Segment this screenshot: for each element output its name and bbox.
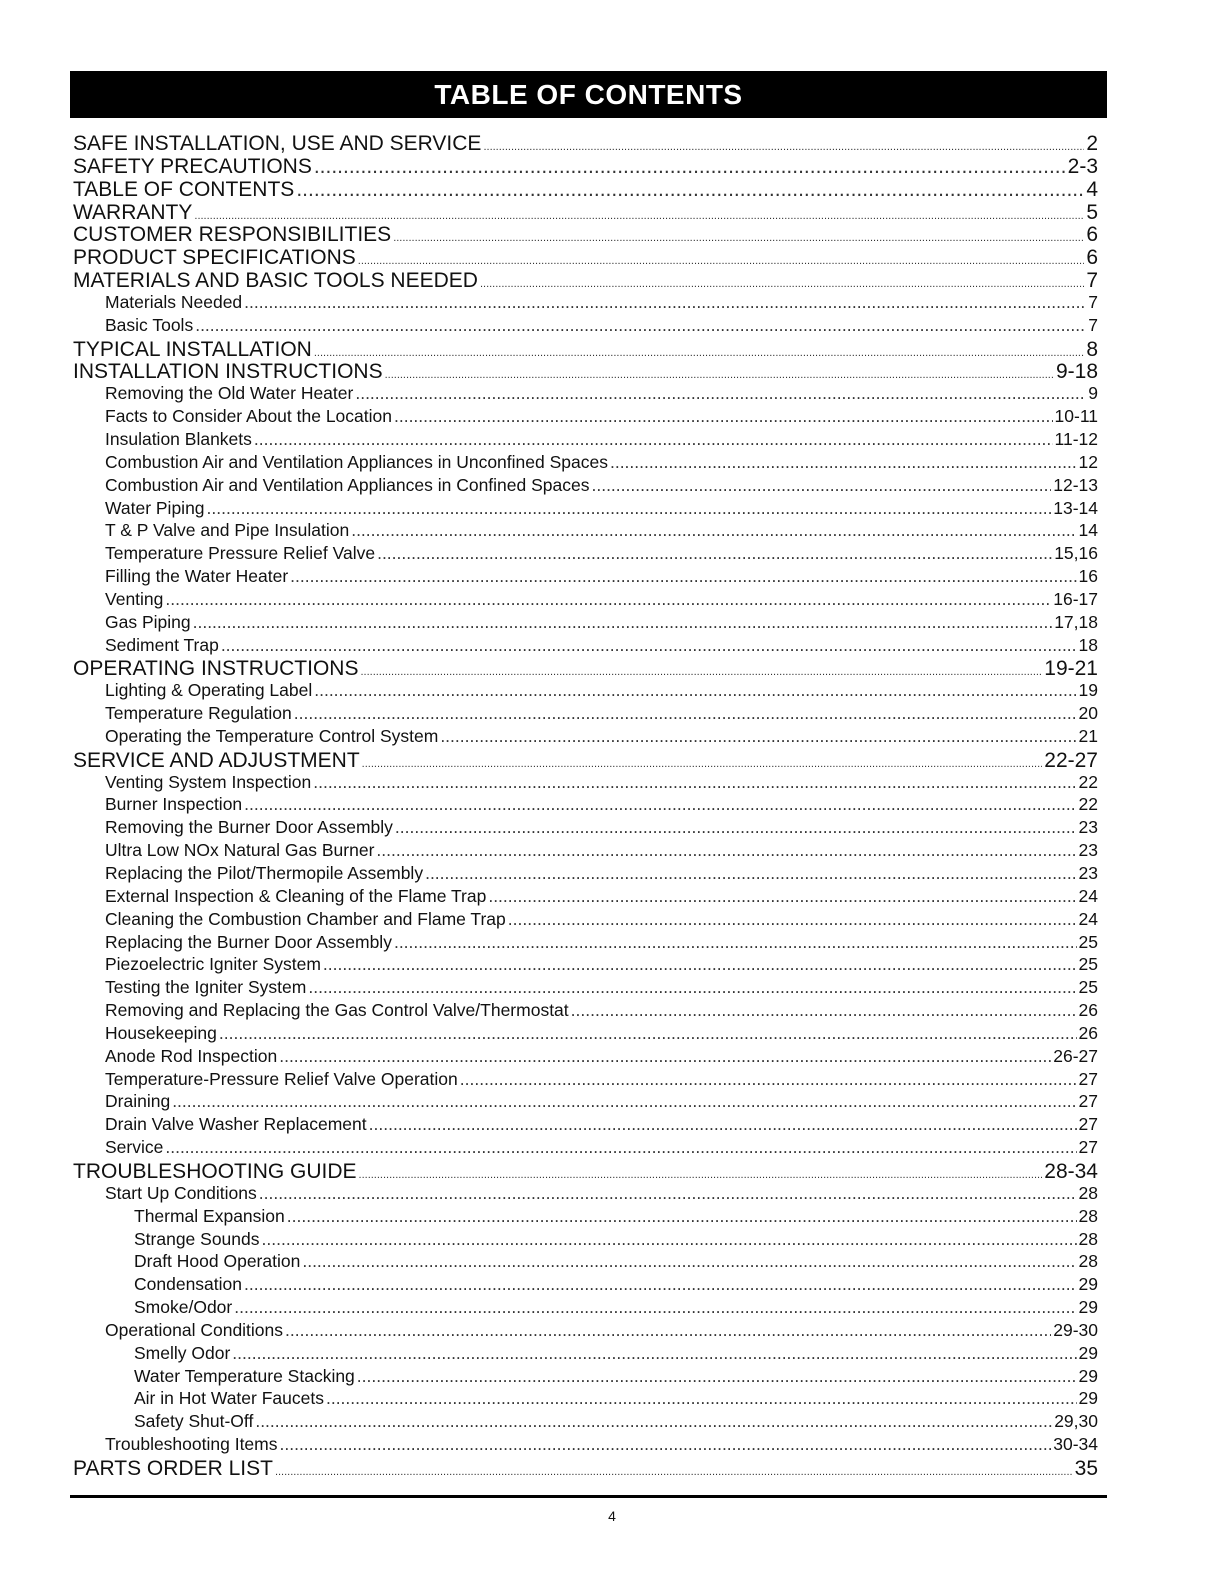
dot-leader xyxy=(244,1274,1077,1295)
dot-leader xyxy=(314,347,1084,359)
toc-subsubsection-entry xyxy=(73,1411,1098,1434)
toc-entry-page: 30-34 xyxy=(1053,1434,1098,1455)
dot-leader xyxy=(254,429,1053,450)
toc-entry-page: 29,30 xyxy=(1054,1411,1098,1432)
toc-subsection-entry xyxy=(73,726,1098,749)
toc-subsection-entry xyxy=(73,1091,1098,1114)
toc-entry-page: 23 xyxy=(1078,840,1098,861)
dot-leader xyxy=(362,758,1043,770)
toc-entry-label: Drain Valve Washer Replacement xyxy=(105,1114,367,1135)
dot-leader xyxy=(280,1434,1052,1455)
toc-entry-label: Operational Conditions xyxy=(105,1319,284,1340)
toc-entry-page: 19-21 xyxy=(1044,657,1098,681)
toc-entry-label: SERVICE AND ADJUSTMENT xyxy=(73,748,360,772)
toc-header-banner xyxy=(70,71,1107,118)
dot-leader xyxy=(194,210,1084,222)
toc-subsection-entry xyxy=(73,1069,1098,1092)
toc-subsection-entry xyxy=(73,406,1098,429)
toc-entry-label: Removing the Burner Door Assembly xyxy=(105,817,393,838)
toc-entry-page: 26 xyxy=(1078,1022,1098,1043)
toc-subsection-entry xyxy=(73,1320,1098,1343)
toc-entry-page: 9-18 xyxy=(1055,360,1098,384)
dot-leader xyxy=(425,863,1076,884)
toc-entry-page: 2-3 xyxy=(1067,154,1098,178)
toc-entry-page: 28 xyxy=(1078,1251,1098,1272)
dot-leader xyxy=(279,1046,1051,1067)
dot-leader xyxy=(313,772,1076,793)
toc-entry-label: Temperature Regulation xyxy=(105,703,292,724)
toc-entry-label: T & P Valve and Pipe Insulation xyxy=(105,520,350,541)
toc-subsubsection-entry xyxy=(73,1229,1098,1252)
dot-leader xyxy=(377,543,1052,564)
footer-divider xyxy=(70,1495,1107,1498)
toc-section-entry xyxy=(73,269,1098,292)
toc-entry-page: 12-13 xyxy=(1053,474,1098,495)
toc-subsection-entry xyxy=(73,566,1098,589)
toc-entry-page: 29-30 xyxy=(1053,1319,1098,1340)
toc-entry-label: Sediment Trap xyxy=(105,634,219,655)
dot-leader xyxy=(508,909,1077,930)
toc-entry-label: Combustion Air and Ventilation Appliances in Unconfined Spaces xyxy=(105,451,608,472)
toc-entry-label: Removing and Replacing the Gas Control Valve/Thermostat xyxy=(105,1000,569,1021)
toc-entry-page: 7 xyxy=(1086,269,1098,293)
toc-subsection-entry xyxy=(73,520,1098,543)
toc-entry-page: 8 xyxy=(1086,337,1098,361)
toc-subsubsection-entry xyxy=(73,1388,1098,1411)
toc-entry-label: PARTS ORDER LIST xyxy=(73,1456,273,1480)
toc-subsection-entry xyxy=(73,794,1098,817)
toc-entry-page: 23 xyxy=(1078,863,1098,883)
toc-subsubsection-entry xyxy=(73,1274,1098,1297)
dot-leader xyxy=(351,520,1076,541)
toc-entry-label: Thermal Expansion xyxy=(134,1205,285,1226)
toc-entry-label: Condensation xyxy=(134,1274,242,1295)
toc-entry-page: 13-14 xyxy=(1053,497,1098,518)
toc-entry-page: 29 xyxy=(1078,1365,1098,1386)
toc-entry-label: Replacing the Burner Door Assembly xyxy=(105,931,392,952)
dot-leader xyxy=(234,1297,1076,1318)
dot-leader xyxy=(360,666,1042,678)
toc-entry-label: Draining xyxy=(105,1091,171,1112)
toc-subsection-entry xyxy=(73,863,1098,886)
toc-entry-page: 2 xyxy=(1086,132,1098,155)
toc-entry-page: 12 xyxy=(1078,451,1098,472)
toc-section-entry xyxy=(73,246,1098,269)
toc-entry-page: 28 xyxy=(1078,1182,1098,1203)
dot-leader xyxy=(385,369,1054,381)
dot-leader xyxy=(394,406,1053,427)
dot-leader xyxy=(358,255,1085,267)
toc-subsubsection-entry xyxy=(73,1366,1098,1389)
toc-entry-label: Smelly Odor xyxy=(134,1342,231,1363)
toc-entry-label: Anode Rod Inspection xyxy=(105,1045,278,1066)
toc-entry-page: 10-11 xyxy=(1054,406,1098,427)
toc-entry-page: 7 xyxy=(1088,314,1098,335)
dot-leader xyxy=(262,1229,1077,1250)
toc-entry-label: TABLE OF CONTENTS xyxy=(73,177,295,201)
dot-leader xyxy=(571,1000,1077,1021)
toc-entry-label: Piezoelectric Igniter System xyxy=(105,954,321,975)
toc-entry-label: SAFE INSTALLATION, USE AND SERVICE xyxy=(73,132,482,155)
toc-subsection-entry xyxy=(73,1137,1098,1160)
toc-entry-page: 28 xyxy=(1078,1205,1098,1226)
dot-leader xyxy=(376,840,1076,861)
toc-subsection-entry xyxy=(73,589,1098,612)
toc-entry-label: Service xyxy=(105,1137,164,1158)
toc-entry-page: 18 xyxy=(1078,634,1098,655)
dot-leader xyxy=(290,566,1076,587)
toc-entry-label: Temperature-Pressure Relief Valve Operation xyxy=(105,1068,458,1089)
dot-leader xyxy=(314,680,1076,701)
toc-entry-label: INSTALLATION INSTRUCTIONS xyxy=(73,360,383,384)
dot-leader xyxy=(394,932,1077,953)
dot-leader xyxy=(483,141,1084,153)
toc-entry-page: 27 xyxy=(1078,1114,1098,1135)
toc-entry-label: Testing the Igniter System xyxy=(105,977,307,998)
toc-subsection-entry xyxy=(73,932,1098,955)
toc-entry-page: 17,18 xyxy=(1054,611,1098,632)
toc-subsection-entry xyxy=(73,315,1098,338)
toc-section-entry xyxy=(73,155,1098,178)
toc-entry-label: Draft Hood Operation xyxy=(134,1251,301,1272)
dot-leader xyxy=(308,977,1076,998)
dot-leader xyxy=(355,383,1086,404)
dot-leader xyxy=(207,498,1052,519)
toc-entry-label: Operating the Temperature Control System xyxy=(105,725,439,746)
toc-entry-label: Water Temperature Stacking xyxy=(134,1365,355,1386)
toc-entry-page: 27 xyxy=(1078,1091,1098,1112)
toc-entry-label: PRODUCT SPECIFICATIONS xyxy=(73,246,356,270)
toc-subsection-entry xyxy=(73,612,1098,635)
dot-leader xyxy=(244,794,1076,815)
page-number: 4 xyxy=(608,1508,616,1524)
dot-leader xyxy=(221,635,1077,656)
toc-entry-page: 16-17 xyxy=(1053,588,1098,609)
toc-entry-label: TROUBLESHOOTING GUIDE xyxy=(73,1159,357,1183)
toc-entry-page: 6 xyxy=(1086,246,1098,270)
toc-entry-label: MATERIALS AND BASIC TOOLS NEEDED xyxy=(73,269,478,293)
toc-entry-page: 5 xyxy=(1086,200,1098,224)
toc-entry-label: Air in Hot Water Faucets xyxy=(134,1388,324,1409)
toc-section-entry xyxy=(73,1457,1098,1480)
dot-leader xyxy=(357,1366,1077,1387)
toc-entry-label: Temperature Pressure Relief Valve xyxy=(105,543,376,564)
dot-leader xyxy=(244,292,1086,313)
toc-entry-page: 29 xyxy=(1078,1274,1098,1295)
toc-entry-page: 9 xyxy=(1088,383,1098,404)
toc-entry-page: 26-27 xyxy=(1053,1045,1098,1066)
toc-entry-label: Gas Piping xyxy=(105,611,191,632)
toc-subsection-entry xyxy=(73,1046,1098,1069)
dot-leader xyxy=(326,1388,1077,1409)
toc-entry-page: 35 xyxy=(1074,1456,1098,1480)
toc-subsubsection-entry xyxy=(73,1206,1098,1229)
toc-entry-label: CUSTOMER RESPONSIBILITIES xyxy=(73,223,392,247)
dot-leader xyxy=(440,726,1076,747)
toc-entry-label: WARRANTY xyxy=(73,200,193,224)
toc-entry-label: Venting xyxy=(105,588,164,609)
toc-subsection-entry xyxy=(73,1183,1098,1206)
dot-leader xyxy=(275,1466,1073,1478)
toc-entry-label: Facts to Consider About the Location xyxy=(105,406,392,427)
toc-entry-label: Water Piping xyxy=(105,497,205,518)
toc-subsection-entry xyxy=(73,680,1098,703)
toc-entry-page: 29 xyxy=(1078,1388,1098,1409)
toc-entry-label: Ultra Low NOx Natural Gas Burner xyxy=(105,840,375,861)
toc-entry-page: 27 xyxy=(1078,1068,1098,1089)
toc-entry-page: 29 xyxy=(1078,1342,1098,1363)
toc-entry-page: 19 xyxy=(1078,680,1098,701)
dot-leader xyxy=(480,278,1084,290)
toc-subsection-entry xyxy=(73,703,1098,726)
toc-entry-page: 15,16 xyxy=(1054,543,1098,564)
toc-entry-label: Filling the Water Heater xyxy=(105,566,289,587)
toc-entry-page: 22 xyxy=(1078,771,1098,792)
toc-subsection-entry xyxy=(73,452,1098,475)
toc-subsection-entry xyxy=(73,1000,1098,1023)
dot-leader xyxy=(219,1023,1077,1044)
toc-subsection-entry xyxy=(73,954,1098,977)
toc-section-entry xyxy=(73,201,1098,224)
toc-subsection-entry xyxy=(73,817,1098,840)
toc-subsection-entry xyxy=(73,1023,1098,1046)
toc-section-entry xyxy=(73,360,1098,383)
toc-entry-label: Venting System Inspection xyxy=(105,771,312,792)
toc-entry-label: Housekeeping xyxy=(105,1022,217,1043)
toc-entry-label: Lighting & Operating Label xyxy=(105,680,313,701)
toc-subsubsection-entry xyxy=(73,1343,1098,1366)
toc-entry-page: 28 xyxy=(1078,1228,1098,1249)
dot-leader xyxy=(165,589,1051,610)
dot-leader xyxy=(369,1114,1077,1135)
dot-leader xyxy=(488,886,1076,907)
dot-leader xyxy=(165,1137,1076,1158)
toc-entry-page: 24 xyxy=(1078,908,1098,929)
toc-subsubsection-entry xyxy=(73,1297,1098,1320)
dot-leader xyxy=(232,1343,1076,1364)
toc-entry-page: 25 xyxy=(1078,954,1098,975)
toc-entry-page: 21 xyxy=(1078,725,1098,746)
toc-entry-label: Start Up Conditions xyxy=(105,1182,257,1203)
toc-subsection-entry xyxy=(73,977,1098,1000)
toc-entry-label: External Inspection & Cleaning of the Flame Trap xyxy=(105,885,487,906)
toc-entry-page: 27 xyxy=(1078,1137,1098,1158)
dot-leader xyxy=(359,1169,1043,1181)
toc-subsection-entry xyxy=(73,292,1098,315)
toc-entry-label: Safety Shut-Off xyxy=(134,1411,254,1432)
toc-entry-label: Strange Sounds xyxy=(134,1228,260,1249)
dot-leader xyxy=(460,1069,1077,1090)
toc-entry-label: Replacing the Pilot/Thermopile Assembly xyxy=(105,863,424,883)
dot-leader xyxy=(172,1091,1076,1112)
toc-subsection-entry xyxy=(73,635,1098,658)
toc-section-entry xyxy=(73,1160,1098,1183)
toc-entry-page: 22-27 xyxy=(1044,748,1098,772)
dot-leader xyxy=(591,475,1051,496)
toc-section-entry xyxy=(73,657,1098,680)
toc-entry-label: Smoke/Odor xyxy=(134,1297,233,1318)
toc-section-entry xyxy=(73,338,1098,361)
toc-subsection-entry xyxy=(73,543,1098,566)
dot-leader xyxy=(296,178,1084,202)
toc-section-entry xyxy=(73,749,1098,772)
page-title: TABLE OF CONTENTS xyxy=(434,78,743,110)
toc-entry-page: 25 xyxy=(1078,977,1098,998)
dot-leader xyxy=(610,452,1077,473)
toc-subsection-entry xyxy=(73,429,1098,452)
dot-leader xyxy=(393,232,1084,244)
toc-entry-label: Basic Tools xyxy=(105,314,194,335)
toc-entry-page: 23 xyxy=(1078,817,1098,838)
toc-entry-page: 26 xyxy=(1078,1000,1098,1021)
dot-leader xyxy=(259,1183,1077,1204)
toc-section-entry xyxy=(73,132,1098,155)
toc-entry-page: 16 xyxy=(1078,566,1098,587)
toc-entry-label: Cleaning the Combustion Chamber and Flame Trap xyxy=(105,908,506,929)
toc-section-entry xyxy=(73,223,1098,246)
toc-entry-page: 24 xyxy=(1078,885,1098,906)
toc-entry-label: Troubleshooting Items xyxy=(105,1434,278,1455)
dot-leader xyxy=(323,954,1077,975)
toc-subsection-entry xyxy=(73,1434,1098,1457)
toc-subsubsection-entry xyxy=(73,1251,1098,1274)
toc-entry-label: Burner Inspection xyxy=(105,794,243,815)
toc-entry-page: 4 xyxy=(1086,177,1098,201)
toc-subsection-entry xyxy=(73,840,1098,863)
toc-entry-page: 7 xyxy=(1088,291,1098,312)
toc-subsection-entry xyxy=(73,772,1098,795)
toc-entry-page: 14 xyxy=(1078,520,1098,541)
table-of-contents xyxy=(73,132,1098,1480)
toc-entry-page: 29 xyxy=(1078,1297,1098,1318)
toc-entry-label: Removing the Old Water Heater xyxy=(105,383,354,404)
dot-leader xyxy=(285,1320,1051,1341)
dot-leader xyxy=(302,1251,1076,1272)
toc-subsection-entry xyxy=(73,383,1098,406)
toc-subsection-entry xyxy=(73,1114,1098,1137)
toc-entry-page: 22 xyxy=(1078,794,1098,815)
toc-entry-page: 28-34 xyxy=(1044,1159,1098,1183)
toc-entry-label: TYPICAL INSTALLATION xyxy=(73,337,312,361)
toc-entry-label: OPERATING INSTRUCTIONS xyxy=(73,657,359,681)
toc-subsection-entry xyxy=(73,498,1098,521)
toc-entry-label: Combustion Air and Ventilation Appliances in Confined Spaces xyxy=(105,474,590,495)
toc-subsection-entry xyxy=(73,909,1098,932)
toc-section-entry xyxy=(73,178,1098,201)
toc-entry-page: 6 xyxy=(1086,223,1098,247)
dot-leader xyxy=(255,1411,1052,1432)
dot-leader xyxy=(395,817,1077,838)
dot-leader xyxy=(195,315,1086,336)
toc-entry-label: Insulation Blankets xyxy=(105,428,252,449)
toc-entry-label: Materials Needed xyxy=(105,291,243,312)
dot-leader xyxy=(314,155,1066,179)
toc-entry-page: 11-12 xyxy=(1054,428,1098,449)
dot-leader xyxy=(193,612,1053,633)
toc-entry-page: 20 xyxy=(1078,703,1098,724)
toc-subsection-entry xyxy=(73,886,1098,909)
dot-leader xyxy=(287,1206,1077,1227)
toc-entry-label: SAFETY PRECAUTIONS xyxy=(73,154,312,178)
dot-leader xyxy=(294,703,1077,724)
toc-entry-page: 25 xyxy=(1078,931,1098,952)
toc-subsection-entry xyxy=(73,475,1098,498)
